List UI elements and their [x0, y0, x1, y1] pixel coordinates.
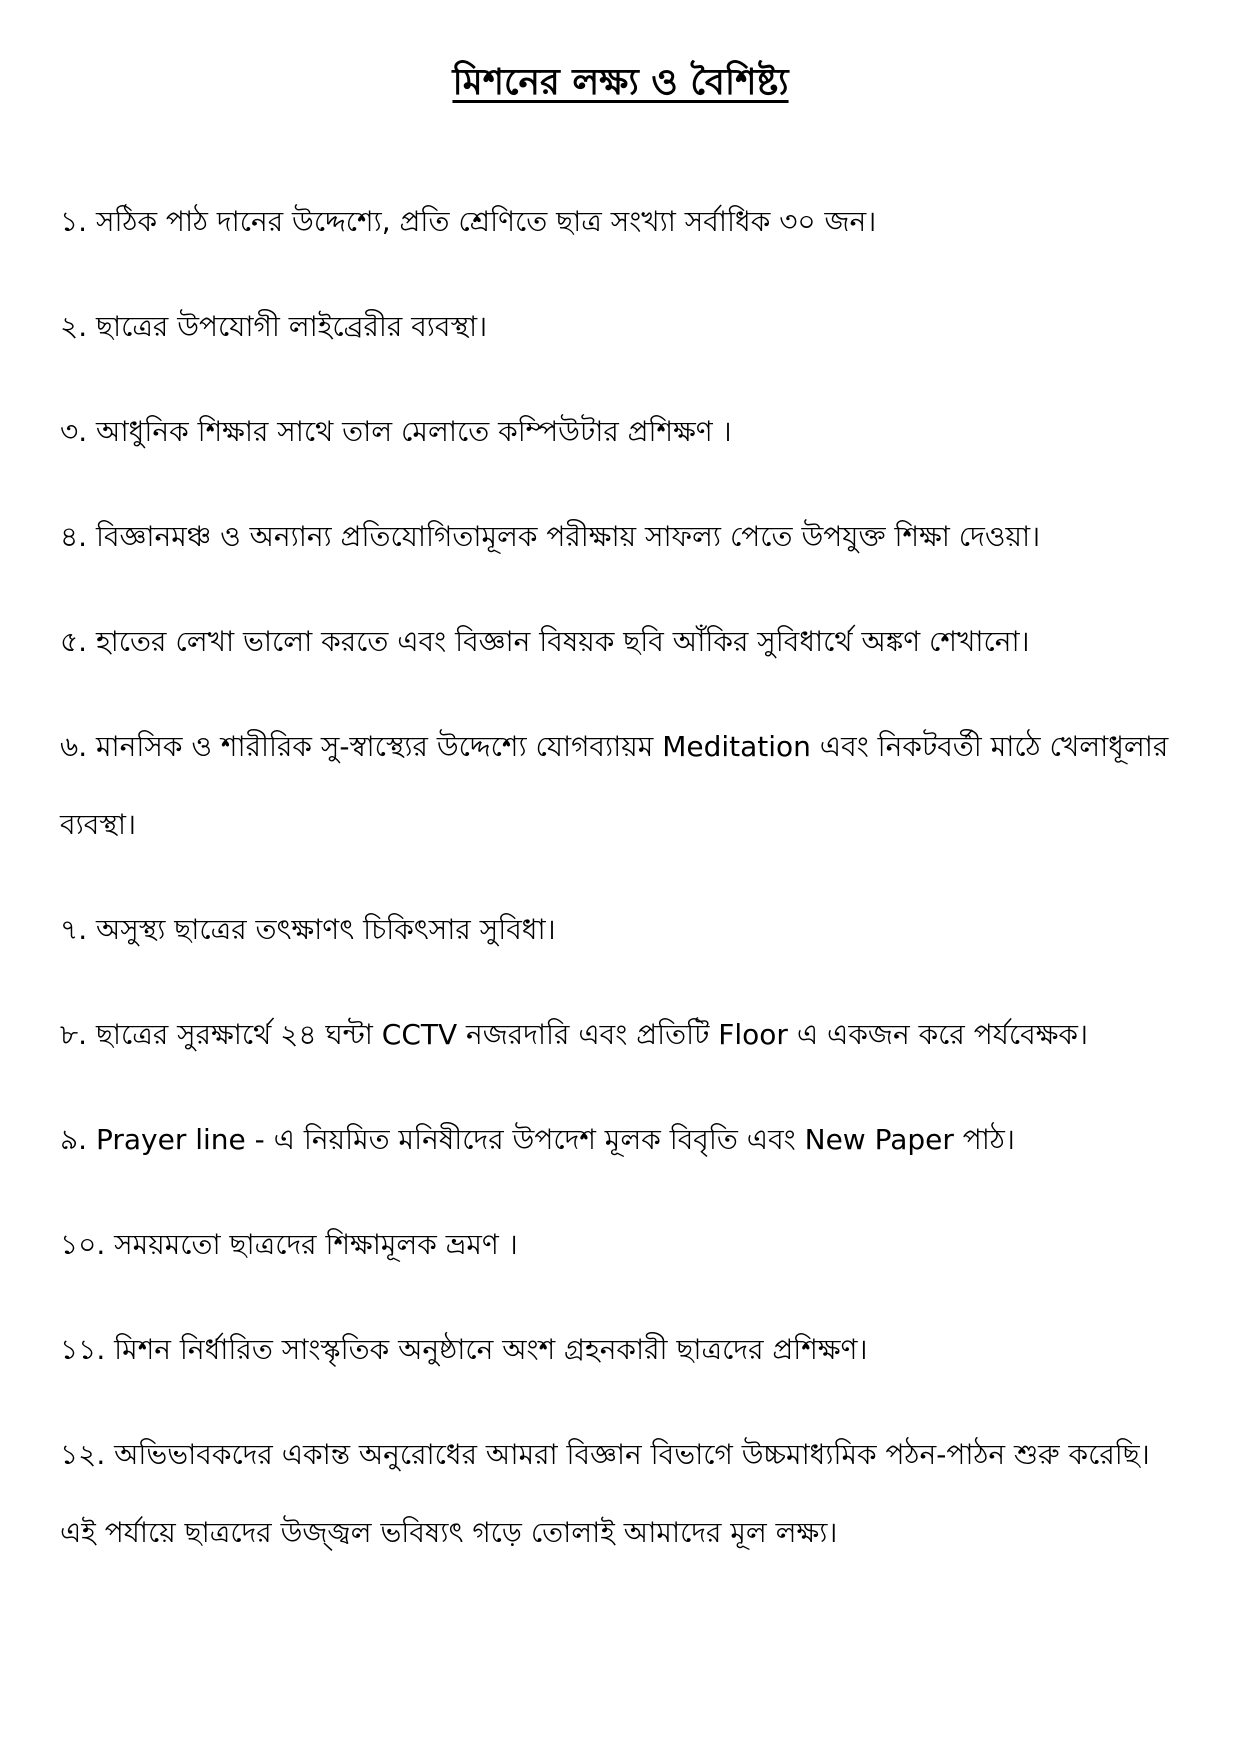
list-item: ৯. Prayer line - এ নিয়মিত মনিষীদের উপদেশ মূলক বিবৃতি এবং New Paper পাঠ। — [60, 1123, 1015, 1156]
list-item: ১১. মিশন নির্ধারিত সাংস্কৃতিক অনুষ্ঠানে অংশ গ্রহনকারী ছাত্রদের প্রশিক্ষণ। — [60, 1333, 868, 1366]
document-title: মিশনের লক্ষ্য ও বৈশিষ্ট্য — [452, 62, 789, 103]
list-item: ৮. ছাত্রের সুরক্ষার্থে ২৪ ঘন্টা CCTV নজরদারি এবং প্রতিটি Floor এ একজন করে পর্যবেক্ষক। — [60, 1018, 1088, 1051]
list-item: ১. সঠিক পাঠ দানের উদ্দেশ্যে, প্রতি শ্রেণিতে ছাত্র সংখ্যা সর্বাধিক ৩০ জন। — [60, 205, 877, 238]
list-item: ১২. অভিভাবকদের একান্ত অনুরোধের আমরা বিজ্ঞান বিভাগে উচ্চমাধ্যমিক পঠন-পাঠন শুরু করেছি। এই পর্যায়ে ছাত্রদের উজ্জ্বল ভবিষ্যৎ গড়ে তোলাই আমাদের মূল লক্ষ্য। — [60, 1438, 1150, 1549]
feature-list — [60, 183, 1185, 1599]
list-item: ৬. মানসিক ও শারীরিক সু-স্বাস্থ্যের উদ্দেশ্যে যোগব্যায়ম Meditation এবং নিকটবর্তী মাঠে খেলাধূলার ব্যবস্থা। — [60, 730, 1169, 841]
list-item: ৩. আধুনিক শিক্ষার সাথে তাল মেলাতে কম্পিউটার প্রশিক্ষণ । — [60, 415, 732, 448]
list-item: ১০. সময়মতো ছাত্রদের শিক্ষামূলক ভ্রমণ । — [60, 1228, 518, 1261]
list-item: ২. ছাত্রের উপযোগী লাইব্রেরীর ব্যবস্থা। — [60, 310, 488, 343]
list-item: ৭. অসুস্থ্য ছাত্রের তৎক্ষাণৎ চিকিৎসার সুবিধা। — [60, 913, 556, 946]
list-item: ৪. বিজ্ঞানমঞ্চ ও অন্যান্য প্রতিযোগিতামূলক পরীক্ষায় সাফল্য পেতে উপযুক্ত শিক্ষা দেওয়া। — [60, 520, 1041, 553]
list-item: ৫. হাতের লেখা ভালো করতে এবং বিজ্ঞান বিষয়ক ছবি আঁকির সুবিধার্থে অঙ্কণ শেখানো। — [60, 625, 1030, 658]
